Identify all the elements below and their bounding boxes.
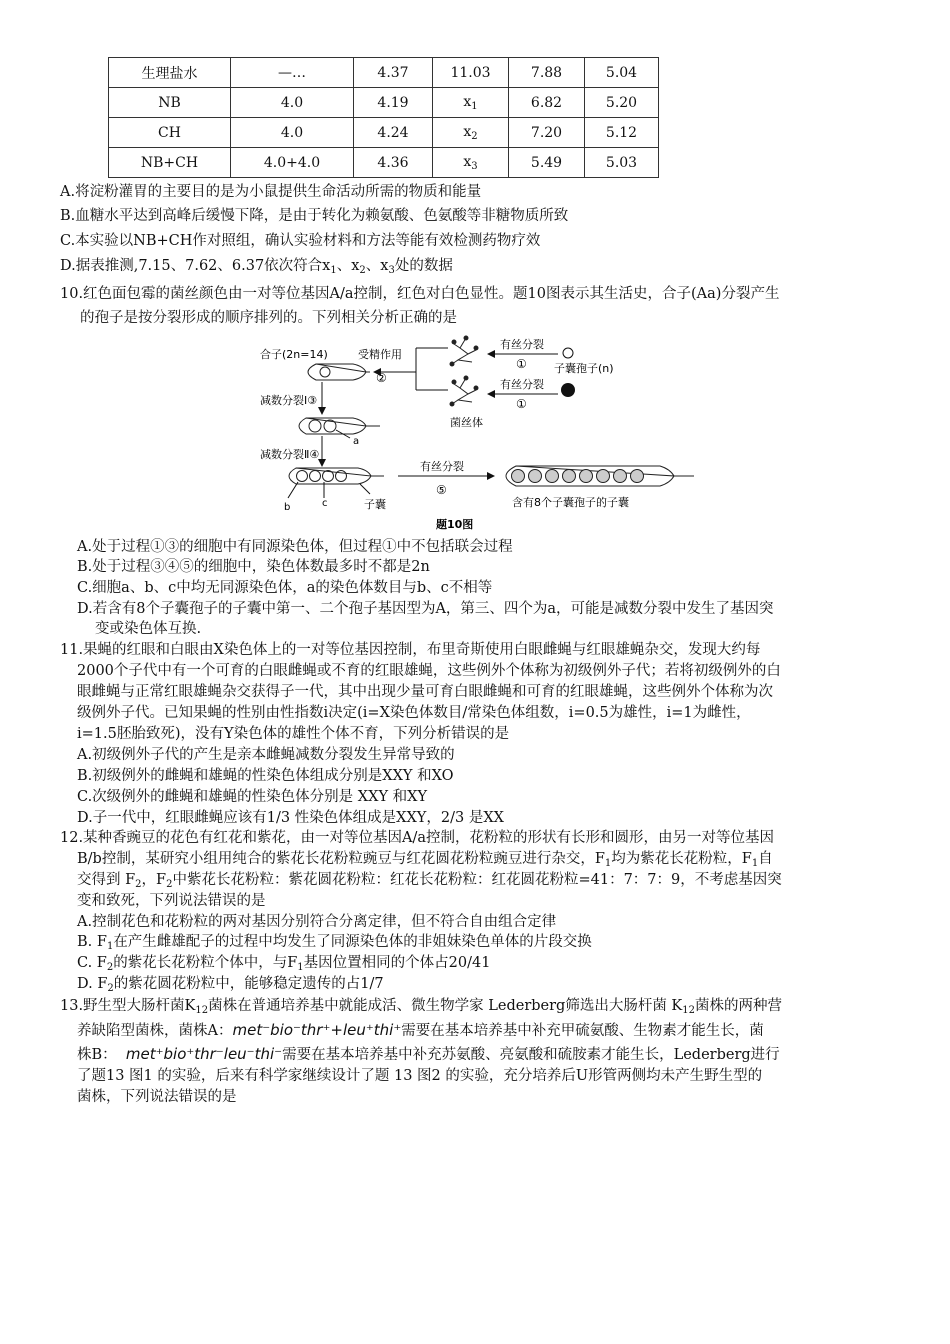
q10-stem-line2: 的孢子是按分裂形成的顺序排列的。下列相关分析正确的是 xyxy=(80,310,457,326)
table-cell: 4.36 xyxy=(354,148,433,178)
sub: 1 xyxy=(751,858,759,869)
pointer-b xyxy=(288,482,298,498)
q10-option-d-line2: 变或染色体互换. xyxy=(95,621,202,637)
nucleus xyxy=(309,420,321,432)
table-cell: 5.20 xyxy=(585,88,659,118)
text: 株B： xyxy=(77,1047,117,1063)
results-table xyxy=(108,57,659,178)
label-c: c xyxy=(322,498,328,509)
mitosis-label-top: 有丝分裂 xyxy=(500,338,544,351)
text: 在产生雌雄配子的过程中均发生了同源染色体的非姐妹染色单体的片段交换 xyxy=(113,934,592,950)
table-cell: 4.0 xyxy=(231,88,354,118)
q9-option-b: B.血糖水平达到高峰后缓慢下降，是由于转化为赖氨酸、色氨酸等非糖物质所致 xyxy=(60,208,569,224)
zygote-cell xyxy=(308,364,370,380)
text: 处的数据 xyxy=(394,258,453,274)
cell-text: x xyxy=(463,153,472,170)
q10-option-c: C.细胞a、b、c中均无同源染色体，a的染色体数目与b、c不相等 xyxy=(77,580,493,596)
nucleus-b xyxy=(310,471,321,482)
sub: 12 xyxy=(682,1005,696,1016)
q9-option-c: C.本实验以NB+CH作对照组，确认实验材料和方法等能有效检测药物疗效 xyxy=(60,233,541,249)
q13-stem-line2 xyxy=(77,1020,764,1041)
cell-text: x xyxy=(463,123,472,140)
text: B/b控制，某研究小组用纯合的紫花长花粉粒豌豆与红花圆花粉粒豌豆进行杂交，F xyxy=(77,851,605,867)
table-cell: 4.37 xyxy=(354,58,433,88)
q10-stem-line1: 10.红色面包霉的菌丝颜色由一对等位基因A/a控制，红色对白色显性。题10图表示其生活史，合子(Aa)分裂产生 xyxy=(60,286,780,302)
table-cell: 5.12 xyxy=(585,118,659,148)
genotype-a: met⁻bio⁻thr⁺+leu⁺thi⁺ xyxy=(232,1021,402,1039)
table-cell: 4.0 xyxy=(231,118,354,148)
sub: 1 xyxy=(330,265,337,276)
q11-option-a: A.初级例外子代的产生是亲本雌蝇减数分裂发生异常导致的 xyxy=(77,747,455,763)
step5-label: ⑤ xyxy=(436,483,447,497)
table-row xyxy=(109,118,659,148)
q12-stem-line4: 变和致死，下列说法错误的是 xyxy=(77,893,266,909)
q13-stem-line3 xyxy=(77,1044,780,1065)
q10-option-b: B.处于过程③④⑤的细胞中，染色体数最多时不都是2n xyxy=(77,559,430,575)
table-cell: NB xyxy=(109,88,231,118)
cell-sub: 3 xyxy=(471,160,478,172)
text: 的紫花圆花粉粒中，能够稳定遗传的占1/7 xyxy=(113,976,384,992)
q9-option-a: A.将淀粉灌胃的主要目的是为小鼠提供生命活动所需的物质和能量 xyxy=(60,184,482,200)
text: 菌株的两种营 xyxy=(695,998,783,1014)
fertilization-label: 受精作用 xyxy=(358,348,402,361)
hyphae-bottom xyxy=(450,376,478,406)
table-cell: 11.03 xyxy=(433,58,509,88)
genotype-b: met⁺bio⁺thr⁻leu⁻thi⁻ xyxy=(125,1045,283,1063)
text: D. F xyxy=(77,976,108,992)
step1-top: ① xyxy=(516,357,527,371)
nucleus-a xyxy=(324,420,336,432)
ascus8-label: 含有8个子囊孢子的子囊 xyxy=(512,496,629,509)
q10-option-d-line1: D.若含有8个子囊孢子的子囊中第一、二个孢子基因型为A，第三、四个为a，可能是减数分裂中发生了基因突 xyxy=(77,601,774,617)
nucleus xyxy=(336,471,347,482)
spore-black xyxy=(561,383,575,397)
q11-stem-line4: 级例外子代。已知果蝇的性别由性指数i决定(i=X染色体数目/常染色体组数，i=0.5为雄性，i=1为雌性， xyxy=(77,705,751,721)
table-row xyxy=(109,88,659,118)
nucleus-c xyxy=(323,471,334,482)
table-cell: 4.19 xyxy=(354,88,433,118)
q9-option-d xyxy=(60,256,453,281)
cell-sub: 2 xyxy=(471,130,478,142)
cell-text: x xyxy=(463,93,472,110)
table-cell: CH xyxy=(109,118,231,148)
q13-stem-line5: 菌株，下列说法错误的是 xyxy=(77,1089,237,1105)
text: 基因位置相同的个体占20/41 xyxy=(303,955,491,971)
cell-sub: 1 xyxy=(471,100,478,112)
q11-option-d: D.子一代中，红眼雌蝇应该有1/3 性染色体组成是XXY，2/3 是XX xyxy=(77,810,504,826)
text: ，F xyxy=(141,872,167,888)
zygote-nucleus xyxy=(320,367,330,377)
meiosis2-label: 减数分裂Ⅱ④ xyxy=(260,448,320,461)
step2-label: ② xyxy=(376,371,387,385)
text: 需要在基本培养基中补充甲硫氨酸、生物素才能生长，菌 xyxy=(401,1023,764,1039)
nucleus xyxy=(297,471,308,482)
table-cell: 5.04 xyxy=(585,58,659,88)
pointer-ascus xyxy=(360,484,370,494)
step1-bottom: ① xyxy=(516,397,527,411)
q13-stem-line1 xyxy=(60,996,782,1021)
q11-stem-line1: 11.果蝇的红眼和白眼由X染色体上的一对等位基因控制，布里奇斯使用白眼雌蝇与红眼雄蝇杂交，发现大约每 xyxy=(60,642,761,658)
text: 菌株在普通培养基中就能成活、微生物学家 Lederberg筛选出大肠杆菌 K xyxy=(208,998,683,1014)
table-cell: 7.88 xyxy=(509,58,585,88)
text: 、x xyxy=(365,258,389,274)
table-cell: 5.03 xyxy=(585,148,659,178)
sub: 3 xyxy=(388,265,395,276)
table-cell xyxy=(433,88,509,118)
mitosis-label-5: 有丝分裂 xyxy=(420,460,464,473)
hyphae-label: 菌丝体 xyxy=(450,416,483,429)
sub: 2 xyxy=(106,962,114,973)
q11-option-c: C.次级例外的雌蝇和雄蝇的性染色体分别是 XXY 和XY xyxy=(77,789,428,805)
hyphae-top xyxy=(450,336,478,366)
text: 的紫花长花粉粒个体中，与F xyxy=(113,955,298,971)
table-cell xyxy=(433,118,509,148)
spore-white xyxy=(563,348,573,358)
text: 养缺陷型菌株，菌株A： xyxy=(77,1023,233,1039)
table-cell: —… xyxy=(231,58,354,88)
sub: 2 xyxy=(135,879,142,890)
text: 需要在基本培养基中补充苏氨酸、亮氨酸和硫胺素才能生长，Lederberg进行 xyxy=(282,1047,780,1063)
table-cell: 生理盐水 xyxy=(109,58,231,88)
table-cell: 7.20 xyxy=(509,118,585,148)
table-row xyxy=(109,148,659,178)
q11-stem-line2: 2000个子代中有一个可育的白眼雌蝇或不育的红眼雄蝇，这些例外个体称为初级例外子代；若将初级例外的白 xyxy=(77,663,781,679)
spore-label: 子囊孢子(n) xyxy=(554,362,614,375)
sub: 2 xyxy=(107,983,114,994)
table-cell: 4.24 xyxy=(354,118,433,148)
text: 中紫花长花粉粒：紫花圆花粉粒：红花长花粉粒：红花圆花粉粒=41：7：7：9，不考虑基因突 xyxy=(172,872,782,888)
mitosis-label-bottom: 有丝分裂 xyxy=(500,378,544,391)
text: D.据表推测,7.15、7.62、6.37依次符合x xyxy=(60,258,331,274)
table-cell xyxy=(433,148,509,178)
text: 自 xyxy=(758,851,773,867)
sub: 2 xyxy=(359,265,366,276)
figure-caption: 题10图 xyxy=(436,518,474,531)
table-cell: 4.0+4.0 xyxy=(231,148,354,178)
text: 13.野生型大肠杆菌K xyxy=(60,998,196,1014)
text: C. F xyxy=(77,955,107,971)
sub: 1 xyxy=(106,941,114,952)
ascus-spores xyxy=(512,470,644,483)
text: B. F xyxy=(77,934,107,950)
q10-option-a: A.处于过程①③的细胞中有同源染色体，但过程①中不包括联会过程 xyxy=(77,539,513,555)
sub: 1 xyxy=(604,858,612,869)
meiosis1-label: 减数分裂Ⅰ③ xyxy=(260,394,318,407)
q12-stem-line1: 12.某种香豌豆的花色有红花和紫花，由一对等位基因A/a控制，花粉粒的形状有长形和圆形，由另一对等位基因 xyxy=(60,830,775,846)
q10-figure xyxy=(258,334,698,532)
ascus-label: 子囊 xyxy=(364,498,386,511)
sub: 12 xyxy=(195,1005,209,1016)
q12-option-a: A.控制花色和花粉粒的两对基因分别符合分离定律，但不符合自由组合定律 xyxy=(77,914,557,930)
text: 、x xyxy=(336,258,360,274)
table-cell: 6.82 xyxy=(509,88,585,118)
label-a: a xyxy=(353,436,360,447)
text: 交得到 F xyxy=(77,872,136,888)
zygote-label: 合子(2n=14) xyxy=(260,348,328,361)
sub: 1 xyxy=(297,962,304,973)
text: 均为紫花长花粉粒，F xyxy=(611,851,752,867)
table-cell: 5.49 xyxy=(509,148,585,178)
table-row xyxy=(109,58,659,88)
sub: 2 xyxy=(166,879,173,890)
q13-stem-line4: 了题13 图1 的实验，后来有科学家继续设计了题 13 图2 的实验，充分培养后U形管两侧均未产生野生型的 xyxy=(77,1068,763,1084)
q11-stem-line5: i=1.5胚胎致死)，没有Y染色体的雄性个体不育，下列分析错误的是 xyxy=(77,726,510,742)
table-cell: NB+CH xyxy=(109,148,231,178)
label-b: b xyxy=(284,502,291,513)
q11-option-b: B.初级例外的雌蝇和雄蝇的性染色体组成分别是XXY 和XO xyxy=(77,768,454,784)
q11-stem-line3: 眼雌蝇与正常红眼雄蝇杂交获得子一代，其中出现少量可育白眼雌蝇和可育的红眼雄蝇，这些例外个体称为次 xyxy=(77,684,773,700)
